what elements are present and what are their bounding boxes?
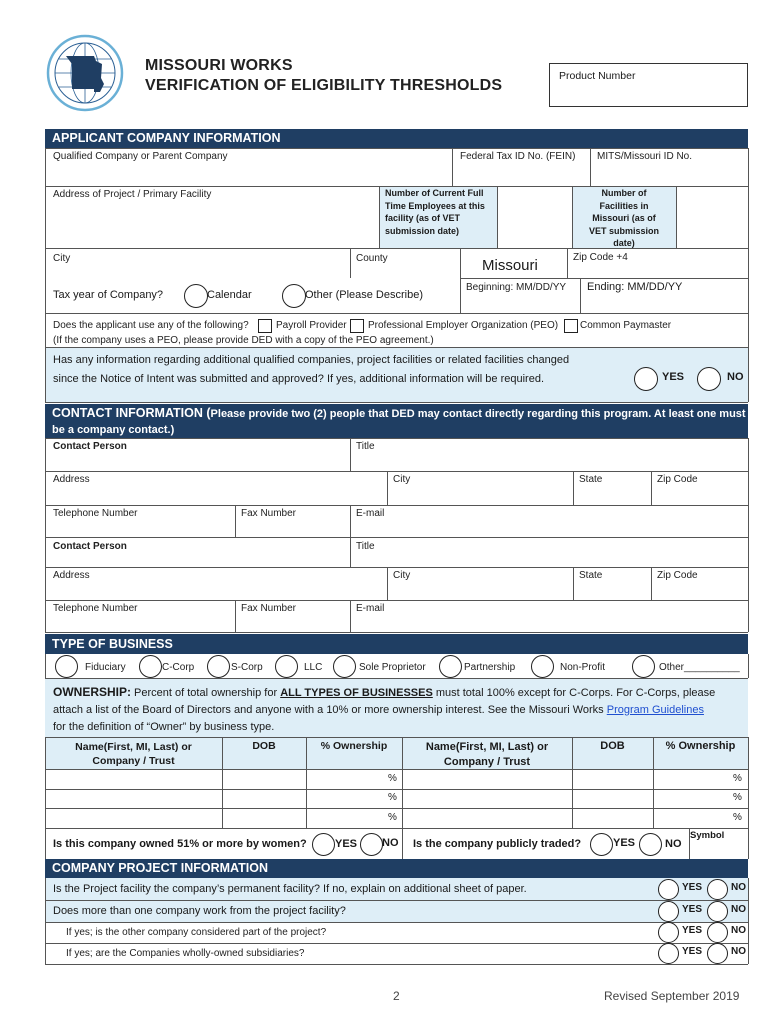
changes-question-line2: since the Notice of Intent was submitted and approved? If yes, additional information will be required.: [53, 373, 544, 385]
contact2-zip-label: Zip Code: [657, 570, 698, 581]
title-line-1: MISSOURI WORKS: [145, 57, 293, 74]
project-q2-text: Does more than one company work from the project facility?: [53, 905, 346, 917]
employees-label: [381, 187, 485, 237]
ending-label: Ending: MM/DD/YY: [587, 281, 683, 293]
publicly-traded-question: Is the company publicly traded?: [413, 838, 582, 850]
s-corp-radio[interactable]: [207, 655, 230, 678]
llc-label: LLC: [304, 662, 323, 673]
contact1-fax-label: Fax Number: [241, 508, 297, 519]
women-no-label: NO: [382, 837, 399, 849]
project-q1-text: Is the Project facility the company’s permanent facility? If no, explain on additional sheet of paper.: [53, 883, 527, 895]
traded-no-radio[interactable]: [639, 833, 662, 856]
q4-yes-radio[interactable]: [658, 943, 679, 964]
other-tax-year-radio[interactable]: [282, 284, 306, 308]
peo-question-label: Does the applicant use any of the following?: [53, 320, 249, 331]
contact2-email-label: E-mail: [356, 603, 385, 614]
col-dob-header-left: DOB: [252, 740, 276, 752]
common-paymaster-label: Common Paymaster: [580, 320, 672, 331]
women-yes-label: YES: [335, 838, 358, 850]
q3-no-radio[interactable]: [707, 922, 728, 943]
calendar-label: Calendar: [207, 289, 252, 301]
project-q4-text: If yes; are the Companies wholly-owned subsidiaries?: [66, 948, 305, 959]
qualified-company-label: Qualified Company or Parent Company: [53, 151, 228, 162]
facilities-label-l1: Number of: [601, 188, 647, 198]
address-project-label: Address of Project / Primary Facility: [53, 189, 212, 200]
col-name-right-l2: Company / Trust: [443, 756, 531, 768]
pct-left-row3: %: [388, 812, 397, 823]
ownership-text-1: Percent of total ownership for: [131, 687, 281, 699]
project-section-header: COMPANY PROJECT INFORMATION: [45, 859, 748, 878]
contact-header-bold: CONTACT INFORMATION (: [52, 406, 211, 420]
missouri-seal-logo: [46, 34, 124, 112]
fein-label: Federal Tax ID No. (FEIN): [460, 151, 576, 162]
contact1-address-label: Address: [53, 474, 90, 485]
applicant-section-header: APPLICANT COMPANY INFORMATION: [45, 129, 748, 148]
payroll-provider-checkbox[interactable]: [258, 319, 272, 333]
partnership-radio[interactable]: [439, 655, 462, 678]
q2-yes-radio[interactable]: [658, 901, 679, 922]
women-no-radio[interactable]: [360, 833, 383, 856]
peo-checkbox[interactable]: [350, 319, 364, 333]
traded-yes-label: YES: [613, 837, 636, 849]
changes-yes-label: YES: [662, 371, 685, 383]
common-paymaster-checkbox[interactable]: [564, 319, 578, 333]
contact2-address-label: Address: [53, 570, 90, 581]
c-corp-label: C-Corp: [162, 662, 195, 673]
q4-no-label: NO: [731, 946, 746, 957]
col-name-left-l2: Company / Trust: [92, 755, 175, 767]
business-section-header: TYPE OF BUSINESS: [45, 634, 748, 654]
contact2-title-label: Title: [356, 541, 375, 552]
employees-label-l2: Time Employees at this: [385, 200, 485, 211]
traded-yes-radio[interactable]: [590, 833, 613, 856]
changes-yes-radio[interactable]: [634, 367, 658, 391]
product-number-field[interactable]: [549, 63, 748, 107]
contact2-fax-label: Fax Number: [241, 603, 297, 614]
state-value: Missouri: [482, 257, 538, 274]
q1-yes-label: YES: [682, 882, 703, 893]
contact1-person-label: Contact Person: [53, 441, 127, 452]
q2-no-radio[interactable]: [707, 901, 728, 922]
col-pct-header-right: % Ownership: [665, 740, 736, 752]
q2-yes-label: YES: [682, 904, 703, 915]
symbol-label: Symbol: [690, 830, 725, 841]
contact2-person-label: Contact Person: [53, 541, 127, 552]
facilities-label-l4: VET submission: [588, 225, 659, 236]
ownership-text-all-types: ALL TYPES OF BUSINESSES: [280, 687, 433, 699]
peo-label: Professional Employer Organization (PEO): [368, 320, 559, 331]
tax-year-label: Tax year of Company?: [53, 289, 164, 301]
sole-proprietor-label: Sole Proprietor: [359, 662, 426, 673]
other-business-radio[interactable]: [632, 655, 655, 678]
col-name-right-l1: Name(First, MI, Last) or: [425, 741, 549, 753]
q3-no-label: NO: [731, 925, 746, 936]
county-label: County: [356, 253, 388, 264]
contact1-state-label: State: [579, 474, 603, 485]
contact-section-header: [45, 404, 748, 438]
employees-label-l1: Number of Current Full: [385, 188, 484, 198]
ownership-heading: OWNERSHIP:: [53, 685, 131, 699]
pct-left-row1: %: [388, 773, 397, 784]
page-number: 2: [393, 989, 400, 1003]
contact2-city-label: City: [393, 570, 411, 581]
fiduciary-label: Fiduciary: [85, 662, 126, 673]
contact-header-line2: be a company contact.): [52, 424, 175, 436]
form-title: [145, 56, 502, 96]
employees-label-l4: submission date): [385, 225, 460, 236]
q4-no-radio[interactable]: [707, 943, 728, 964]
pct-left-row2: %: [388, 792, 397, 803]
col-name-header-left: [45, 740, 222, 768]
peo-note: (If the company uses a PEO, please provide DED with a copy of the PEO agreement.): [53, 335, 434, 346]
facilities-label: [572, 187, 676, 250]
women-owned-question: Is this company owned 51% or more by women?: [53, 838, 307, 850]
contact1-email-label: E-mail: [356, 508, 385, 519]
partnership-label: Partnership: [464, 662, 516, 673]
non-profit-radio[interactable]: [531, 655, 554, 678]
q2-no-label: NO: [731, 904, 746, 915]
payroll-provider-label: Payroll Provider: [276, 320, 347, 331]
title-line-2: VERIFICATION OF ELIGIBILITY THRESHOLDS: [145, 77, 503, 94]
contact1-zip-label: Zip Code: [657, 474, 698, 485]
program-guidelines-link[interactable]: Program Guidelines: [606, 704, 704, 716]
calendar-radio[interactable]: [184, 284, 208, 308]
col-name-header-right: [402, 740, 572, 770]
ownership-line-2: attach a list of the Board of Directors and anyone with a 10% or more ownership interest. See the Missouri Works: [53, 704, 607, 716]
changes-no-radio[interactable]: [697, 367, 721, 391]
facilities-label-l5: date): [613, 238, 635, 248]
facilities-label-l2: Facilities in: [599, 200, 649, 211]
facilities-label-l3: Missouri (as of: [592, 213, 656, 223]
c-corp-radio[interactable]: [139, 655, 162, 678]
q1-no-radio[interactable]: [707, 879, 728, 900]
contact1-city-label: City: [393, 474, 411, 485]
q1-yes-radio[interactable]: [658, 879, 679, 900]
col-name-left-l1: Name(First, MI, Last) or: [75, 741, 192, 753]
project-q3-text: If yes; is the other company considered part of the project?: [66, 927, 327, 938]
pct-right-row2: %: [733, 792, 742, 803]
ownership-line-3: for the definition of “Owner” by business type.: [53, 721, 275, 733]
s-corp-label: S-Corp: [231, 662, 263, 673]
product-number-label: Product Number: [559, 70, 636, 82]
q3-yes-radio[interactable]: [658, 922, 679, 943]
q4-yes-label: YES: [682, 946, 703, 957]
non-profit-label: Non-Profit: [560, 662, 606, 673]
other-business-label: Other__________: [659, 662, 740, 673]
fiduciary-radio[interactable]: [55, 655, 78, 678]
mits-label: MITS/Missouri ID No.: [597, 151, 693, 162]
contact2-telephone-label: Telephone Number: [53, 603, 138, 614]
other-tax-year-label: Other (Please Describe): [305, 289, 423, 301]
col-pct-header-left: % Ownership: [320, 740, 388, 752]
contact1-title-label: Title: [356, 441, 375, 452]
llc-radio[interactable]: [275, 655, 298, 678]
changes-no-label: NO: [727, 371, 744, 383]
revised-date: Revised September 2019: [604, 989, 740, 1003]
contact1-telephone-label: Telephone Number: [53, 508, 138, 519]
col-dob-header-right: DOB: [600, 740, 625, 752]
ownership-text-2: must total 100% except for C-Corps. For C-Corps, please: [432, 687, 716, 699]
employees-label-l3: facility (as of VET: [385, 213, 461, 223]
pct-right-row1: %: [733, 773, 742, 784]
changes-question-line1: Has any information regarding additional qualified companies, project facilities or related facilities changed: [53, 354, 570, 366]
contact2-state-label: State: [579, 570, 603, 581]
beginning-label: Beginning: MM/DD/YY: [466, 282, 567, 293]
contact-header-rest: Please provide two (2) people that DED may contact directly regarding this program. At least one must: [210, 408, 746, 420]
q1-no-label: NO: [731, 882, 746, 893]
q3-yes-label: YES: [682, 925, 703, 936]
traded-no-label: NO: [665, 838, 682, 850]
ownership-instructions: [53, 684, 743, 736]
pct-right-row3: %: [733, 812, 742, 823]
women-yes-radio[interactable]: [312, 833, 335, 856]
city-label: City: [53, 253, 71, 264]
sole-proprietor-radio[interactable]: [333, 655, 356, 678]
zip4-label: Zip Code +4: [573, 252, 628, 263]
